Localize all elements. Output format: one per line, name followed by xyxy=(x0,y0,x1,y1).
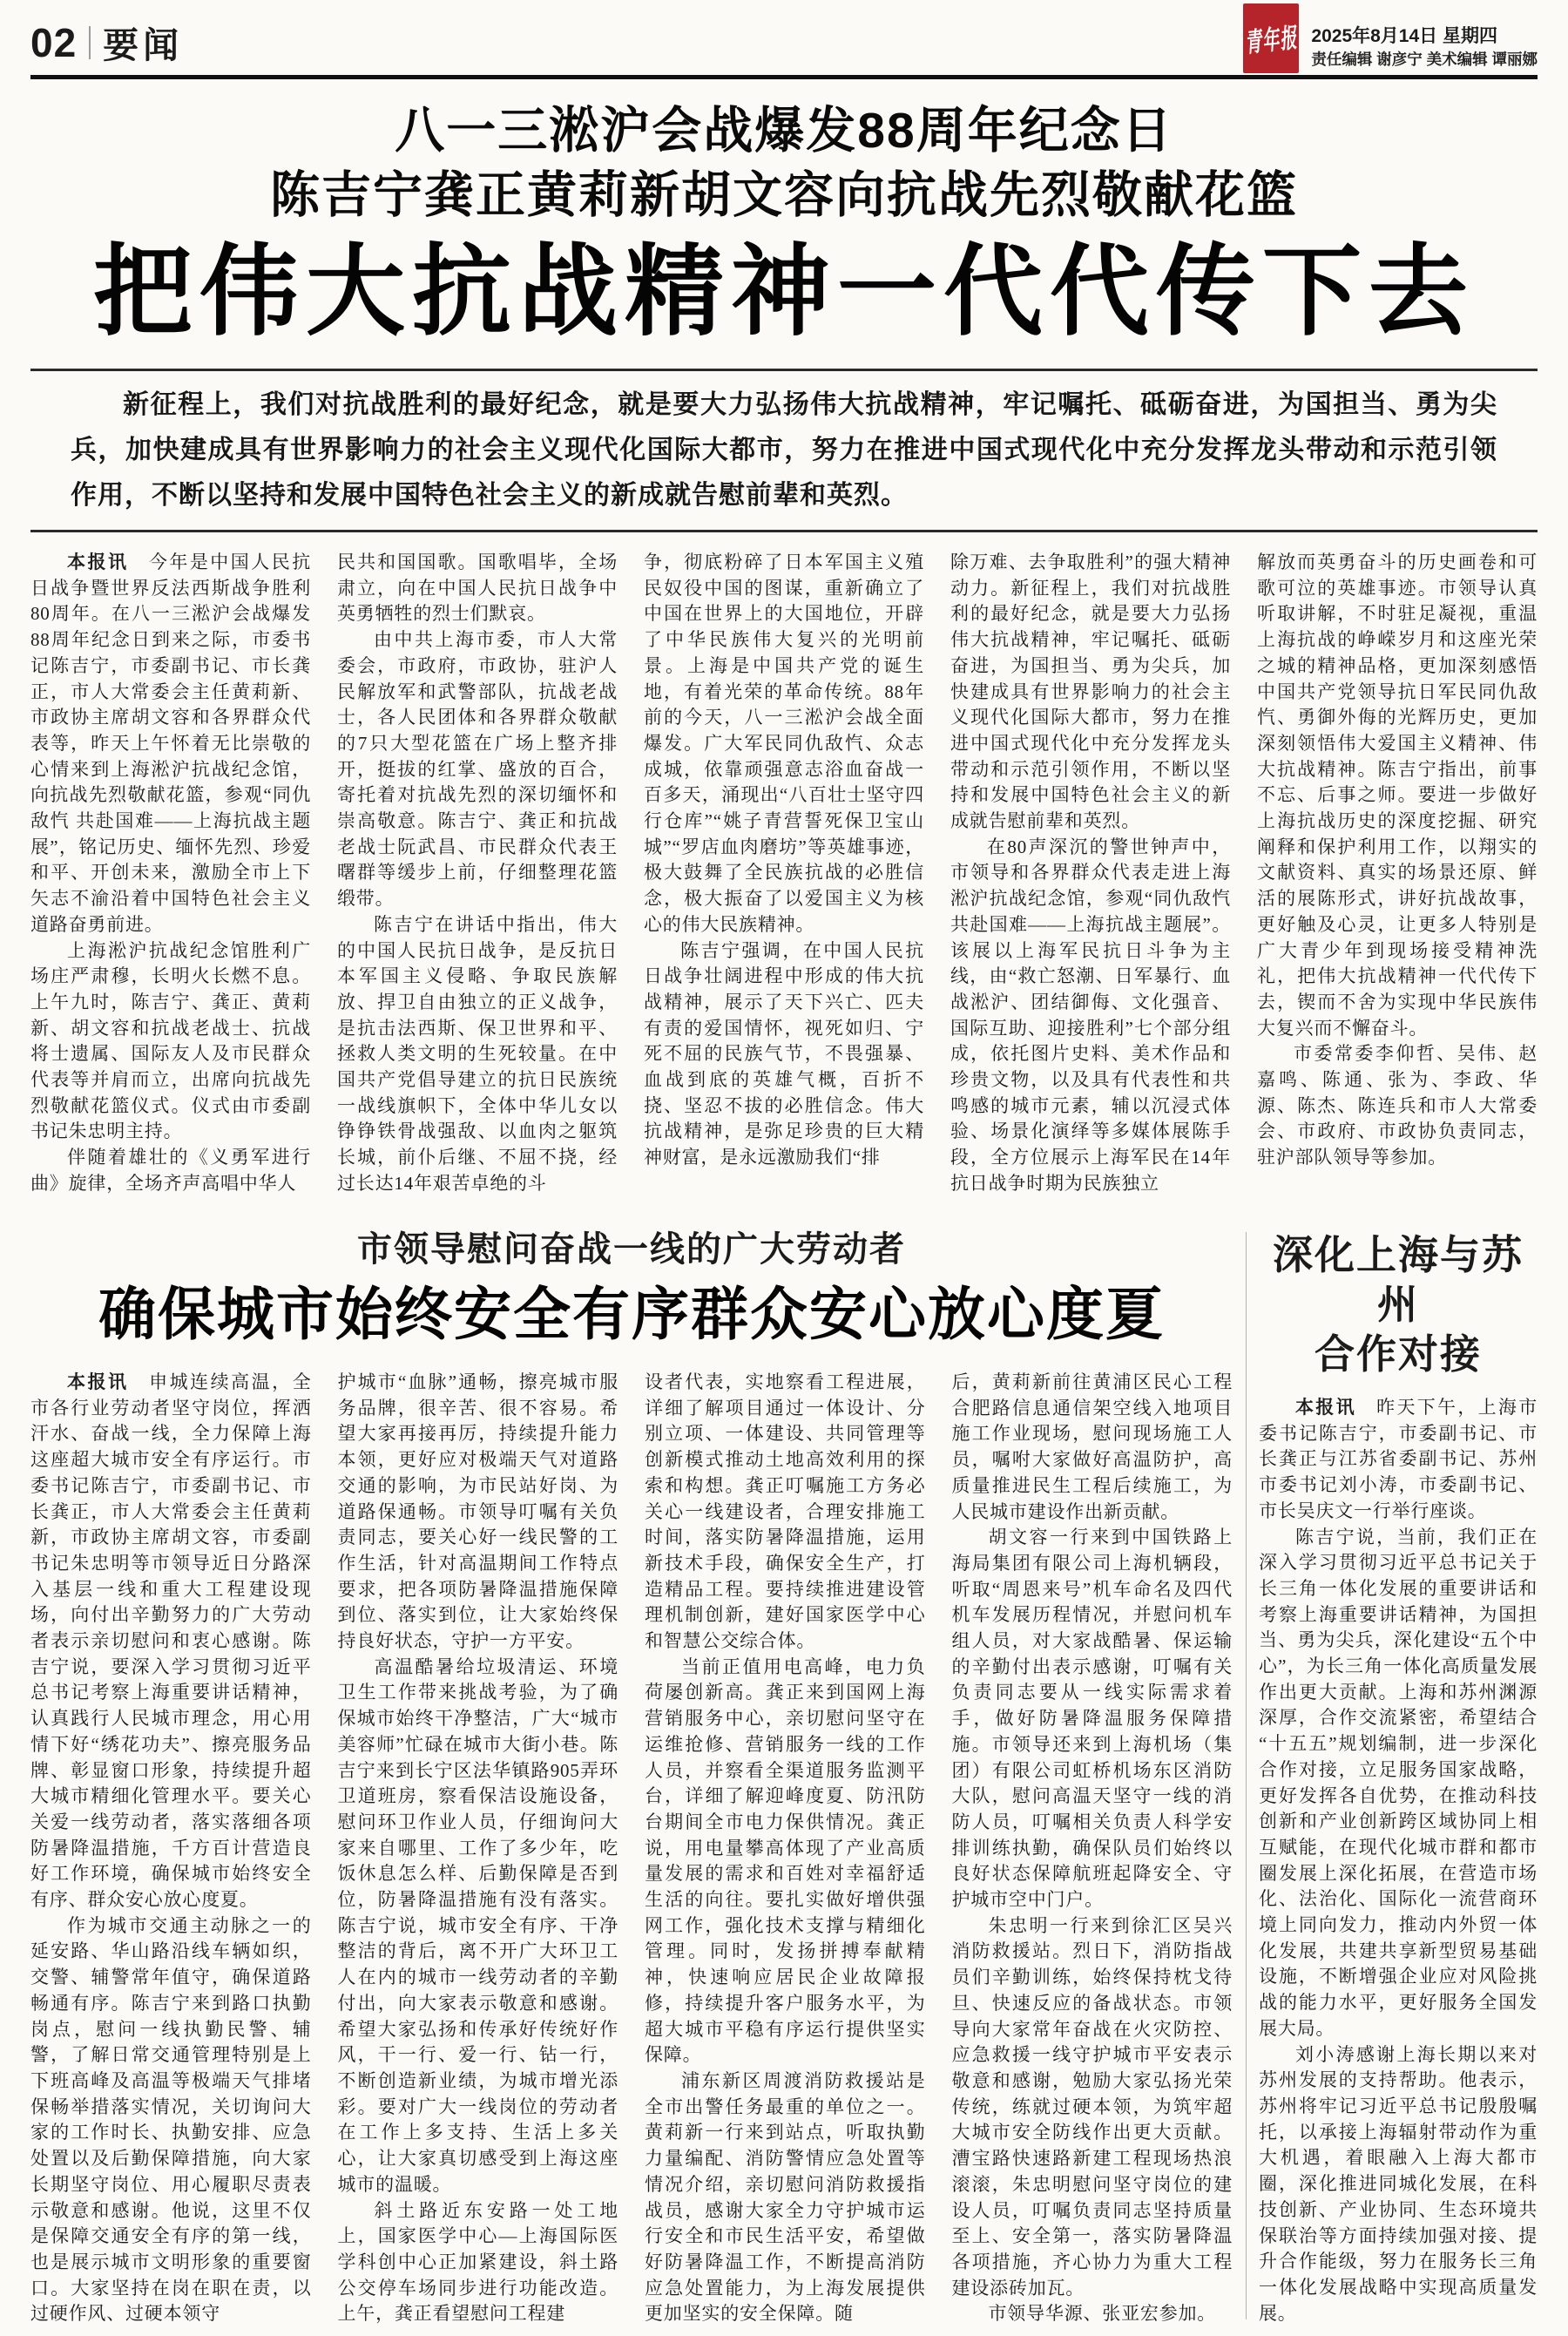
page-header xyxy=(30,0,1538,75)
page-mark xyxy=(30,17,183,75)
article1-column-4: 除万难、去争取胜利”的强大精神动力。新征程上，我们对抗战胜利的最好纪念，就是要大力弘扬伟大抗战精神，牢记嘱托、砥砺奋进，为国担当、勇为尖兵，加快建成具有世界影响力的社会主义现代化国际大都市，努力在推进中国式现代化中充分发挥龙头带动和示范引领作用，不断以坚持和发展中国特色社会主义的新成就告慰前辈和英烈。 在80声深沉的警世钟声中，市领导和各界群众代表走进上海淞沪抗战纪念馆，参观“同仇敌忾 共赴国难——上海抗战主题展”。该展以上海军民抗日斗争为主线，由“救亡怒潮、日军暴行、血战淞沪、团结御侮、文化强音、国际互助、迎接胜利”七个部分组成，依托图片史料、美术作品和珍贵文物，以及具有代表性和共鸣感的城市元素，辅以沉浸式体验、场景化演绎等多媒体展陈手段，全方位展示上海军民在14年抗日战争时期为民族独立 xyxy=(950,552,1231,1194)
article3-body: 本报讯 昨天下午，上海市委书记陈吉宁，市委副书记、市长龚正与江苏省委副书记、苏州市委书记刘小涛，市委副书记、市长吴庆文一行举行座谈。 陈吉宁说，当前，我们正在深入学习贯彻习近平总书记关于长三角一体化发展的重要讲话和考察上海重要讲话精神，为国担当、勇为尖兵，深化建设“五个中心”，为长三角一体化高质量发展作出更大贡献。上海和苏州渊源深厚，合作交流紧密，希望结合“十五五”规划编制，进一步深化合作对接，立足服务国家战略，更好发挥各自优势，在推动科技创新和产业创新跨区域协同上相互赋能，在现代化城市群和都市圈发展上深化拓展，在营造市场化、法治化、国际化一流营商环境上同向发力，推动内外贸一体化发展，共建共享新型贸易基础设施，不断增强企业应对风险挑战的能力水平，更好服务全国发展大局。 刘小涛感谢上海长期以来对苏州发展的支持帮助。他表示，苏州将牢记习近平总书记殷殷嘱托，以承接上海辐射带动作为重大机遇，着眼融入上海大都市圈，深化推进同城化发展，在科技创新、产业协同、生态环境共保联治等方面持续加强对接、提升合作能级，努力在服务长三角一体化发展战略中实现高质量发展。 xyxy=(1259,1397,1538,2324)
article2-kicker: 市领导慰问奋战一线的广大劳动者 xyxy=(357,1230,906,1269)
masthead-editors: 责任编辑 谢彦宁 美术编辑 谭丽娜 xyxy=(1311,51,1538,68)
main-headline: 把伟大抗战精神一代代传下去 xyxy=(92,237,1475,348)
article-divider-rule xyxy=(1246,1232,1247,2319)
article1-columns xyxy=(30,550,1538,1199)
deck-line-2: 陈吉宁龚正黄莉新胡文容向抗战先烈敬献花篮 xyxy=(270,167,1298,223)
newspaper-logo-text: 青年报 xyxy=(1244,24,1300,59)
article3-title xyxy=(1259,1230,1538,1379)
article1-column-5: 解放而英勇奋斗的历史画卷和可歌可泣的英雄事迹。市领导认真听取讲解，不时驻足凝视，重温上海抗战的峥嵘岁月和这座光荣之城的精神品格，更加深刻感悟中国共产党领导抗日军民同仇敌忾、勇御外侮的光辉历史，更加深刻领悟伟大爱国主义精神、伟大抗战精神。陈吉宁指出，前事不忘、后事之师。要进一步做好上海抗战历史的深度挖掘、研究阐释和保护利用工作，以翔实的文献资料、真实的场景还原、鲜活的展陈形式，讲好抗战故事，更好触及心灵，让更多人特别是广大青少年到现场接受精神洗礼，把伟大抗战精神一代代传下去，锲而不舍为实现中华民族伟大复兴而不懈奋斗。 市委常委李仰哲、吴伟、赵嘉鸣、陈通、张为、李政、华源、陈杰、陈连兵和市人大常委会、市政府、市政协负责同志，驻沪部队领导等参加。 xyxy=(1257,552,1538,1168)
article2-headline: 确保城市始终安全有序群众安心放心度夏 xyxy=(98,1282,1165,1346)
page-number: 02 xyxy=(30,19,78,65)
masthead-info xyxy=(1311,24,1538,73)
article3-title-line-2: 合作对接 xyxy=(1315,1331,1482,1377)
header-rule xyxy=(30,75,1538,79)
masthead-date: 2025年8月14日 星期四 xyxy=(1311,26,1497,46)
article1-column-1: 本报讯 今年是中国人民抗日战争暨世界反法西斯战争胜利80周年。在八一三淞沪会战爆发88周年纪念日到来之际，市委书记陈吉宁，市委副书记、市长龚正，市人大常委会主任黄莉新、市政协主席胡文容和各界群众代表等，昨天上午怀着无比崇敬的心情来到上海淞沪抗战纪念馆，向抗战先烈敬献花篮，参观“同仇敌忾 共赴国难——上海抗战主题展”，铭记历史、缅怀先烈、珍爱和平、开创未来，激励全市上下矢志不渝沿着中国特色社会主义道路奋勇前进。 上海淞沪抗战纪念馆胜利广场庄严肃穆，长明火长燃不息。上午九时，陈吉宁、龚正、黄莉新、胡文容和抗战老战士、抗战将士遗属、国际友人及市民群众代表等并肩而立，出席向抗战先烈敬献花篮仪式。仪式由市委副书记朱忠明主持。 伴随着雄壮的《义勇军进行曲》旋律，全场齐声高唱中华人 xyxy=(30,552,311,1194)
article2-column-2: 护城市“血脉”通畅，擦亮城市服务品牌，很辛苦、很不容易。希望大家再接再厉，持续提升能力本领，更好应对极端天气对道路交通的影响，为市民站好岗、为道路保通畅。市领导叮嘱有关负责同志，要关心好一线民警的工作生活，针对高温期间工作特点要求，把各项防暑降温措施保障到位、落实到位，让大家始终保持良好状态，守护一方平安。 高温酷暑给垃圾清运、环境卫生工作带来挑战考验，为了确保城市始终干净整洁，广大“城市美容师”忙碌在城市大街小巷。陈吉宁来到长宁区法华镇路905弄环卫道班房，察看保洁设施设备，慰问环卫作业人员，仔细询问大家来自哪里、工作了多少年，吃饭休息怎么样、后勤保障是否到位，防暑降温措施有没有落实。陈吉宁说，城市安全有序、干净整洁的背后，离不开广大环卫工人在内的城市一线劳动者的辛勤付出，向大家表示敬意和感谢。希望大家弘扬和传承好传统好作风，干一行、爱一行、钻一行，不断创造新业绩，为城市增光添彩。要对广大一线岗位的劳动者在工作上多支持、生活上多关心，让大家真切感受到上海这座城市的温暖。 斜土路近东安路一处工地上，国家医学中心—上海国际医学科创中心正加紧建设，斜土路公交停车场同步进行功能改造。上午，龚正看望慰问工程建 xyxy=(337,1371,618,2325)
article3-title-line-1: 深化上海与苏州 xyxy=(1273,1232,1524,1327)
lead-paragraph: 新征程上，我们对抗战胜利的最好纪念，就是要大力弘扬伟大抗战精神，牢记嘱托、砥砺奋进，为国担当、勇为尖兵，加快建成具有世界影响力的社会主义现代化国际大都市，努力在推进中国式现代化中充分发挥龙头带动和示范引领作用，不断以坚持和发展中国特色社会主义的新成就告慰前辈和英烈。 xyxy=(71,390,1497,510)
lead-bottom-rule xyxy=(30,530,1538,532)
article-memorial xyxy=(30,102,1538,1199)
article1-column-3: 争，彻底粉碎了日本军国主义殖民奴役中国的图谋，重新确立了中国在世界上的大国地位，开辟了中华民族伟大复兴的光明前景。上海是中国共产党的诞生地，有着光荣的革命传统。88年前的今天，八一三淞沪会战全面爆发。广大军民同仇敌忾、众志成城，依靠顽强意志浴血奋战一百多天，涌现出“八百壮士坚守四行仓库”“姚子青营誓死保卫宝山城”“罗店血肉磨坊”等英雄事迹，极大鼓舞了全民族抗战的必胜信念，极大振奋了以爱国主义为核心的伟大民族精神。 陈吉宁强调，在中国人民抗日战争壮阔进程中形成的伟大抗战精神，展示了天下兴亡、匹夫有责的爱国情怀，视死如归、宁死不屈的民族气节，不畏强暴、血战到底的英雄气概，百折不挠、坚忍不拔的必胜信念。伟大抗战精神，是弥足珍贵的巨大精神财富，是永远激励我们“排 xyxy=(644,552,924,1168)
article2-columns xyxy=(30,1370,1233,2328)
article1-column-2: 民共和国国歌。国歌唱毕，全场肃立，向在中国人民抗日战争中英勇牺牲的烈士们默哀。 由中共上海市委，市人大常委会，市政府，市政协，驻沪人民解放军和武警部队，抗战老战士，各人民团体和各界群众敬献的7只大型花篮在广场上整齐排开，挺拔的红掌、盛放的百合，寄托着对抗战先烈的深切缅怀和崇高敬意。陈吉宁、龚正和抗战老战士阮武昌、市民群众代表王曙群等缓步上前，仔细整理花篮缎带。 陈吉宁在讲话中指出，伟大的中国人民抗日战争，是反抗日本军国主义侵略、争取民族解放、捍卫自由独立的正义战争，是抗击法西斯、保卫世界和平、拯救人类文明的生死较量。在中国共产党倡导建立的抗日民族统一战线旗帜下，全体中华儿女以铮铮铁骨战强敌、以血肉之躯筑长城，前仆后继、不屈不挠，经过长达14年艰苦卓绝的斗 xyxy=(337,552,618,1194)
masthead xyxy=(1243,3,1538,75)
section-name: 要闻 xyxy=(103,25,184,65)
deck-line-1: 八一三淞沪会战爆发88周年纪念日 xyxy=(395,103,1173,159)
header-divider xyxy=(89,26,91,59)
article2-column-1: 本报讯 申城连续高温，全市各行业劳动者坚守岗位，挥洒汗水、奋战一线，全力保障上海这座超大城市安全有序运行。市委书记陈吉宁，市委副书记、市长龚正，市人大常委会主任黄莉新，市政协主席胡文容，市委副书记朱忠明等市领导近日分路深入基层一线和重大工程建设现场，向付出辛勤努力的广大劳动者表示亲切慰问和衷心感谢。陈吉宁说，要深入学习贯彻习近平总书记考察上海重要讲话精神，认真践行人民城市理念，用心用情下好“绣花功夫”、擦亮服务品牌、彰显窗口形象，持续提升超大城市精细化管理水平。要关心关爱一线劳动者，落实落细各项防暑降温措施，千方百计营造良好工作环境，确保城市始终安全有序、群众安心放心度夏。 作为城市交通主动脉之一的延安路、华山路沿线车辆如织，交警、辅警常年值守，确保道路畅通有序。陈吉宁来到路口执勤岗点，慰问一线执勤民警、辅警，了解日常交通管理特别是上下班高峰及高温等极端天气排堵保畅举措落实情况，关切询问大家的工作时长、执勤安排、应急处置以及后勤保障措施，向大家长期坚守岗位、用心履职尽责表示敬意和感谢。他说，这里不仅是保障交通安全有序的第一线，也是展示城市文明形象的重要窗口。大家坚持在岗在职在责，以过硬作风、过硬本领守 xyxy=(30,1371,312,2325)
article2-column-4: 后，黄莉新前往黄浦区民心工程合肥路信息通信架空线入地项目施工作业现场，慰问现场施工人员，嘱咐大家做好高温防护，高质量推进民生工程后续施工，为人民城市建设作出新贡献。 胡文容一行来到中国铁路上海局集团有限公司上海机辆段，听取“周恩来号”机车命名及四代机车发展历程情况，并慰问机车组人员，对大家战酷暑、保运输的辛勤付出表示感谢，叮嘱有关负责同志要从一线实际需求着手，做好防暑降温服务保障措施。市领导还来到上海机场（集团）有限公司虹桥机场东区消防大队，慰问高温天坚守一线的消防人员，叮嘱相关负责人科学安排训练执勤，确保队员们始终以良好状态保障航班起降安全、守护城市空中门户。 朱忠明一行来到徐汇区吴兴消防救援站。烈日下，消防指战员们辛勤训练，始终保持枕戈待旦、快速反应的备战状态。市领导向大家常年奋战在火灾防控、应急救援一线守护城市平安表示敬意和感谢，勉励大家弘扬光荣传统，练就过硬本领，为筑牢超大城市安全防线作出更大贡献。漕宝路快速路新建工程现场热浪滚滚，朱忠明慰问坚守岗位的建设人员，叮嘱负责同志坚持质量至上、安全第一，落实防暑降温各项措施，齐心协力为重大工程建设添砖加瓦。 市领导华源、张亚宏参加。 xyxy=(951,1371,1233,2325)
article-laborers xyxy=(30,1229,1233,2328)
lower-section xyxy=(30,1229,1538,2328)
article-suzhou xyxy=(1259,1229,1538,2328)
article2-column-3: 设者代表，实地察看工程进展，详细了解项目通过一体设计、分别立项、一体建设、共同管理等创新模式推动土地高效利用的探索和构想。龚正叮嘱施工方务必关心一线建设者，合理安排施工时间，落实防暑降温措施，运用新技术手段，确保安全生产，打造精品工程。要持续推进建设管理机制创新，建好国家医学中心和智慧公交综合体。 当前正值用电高峰，电力负荷屡创新高。龚正来到国网上海营销服务中心，亲切慰问坚守在运维抢修、营销服务一线的工作人员，并察看全渠道服务监测平台，详细了解迎峰度夏、防汛防台期间全市电力保供情况。龚正说，用电量攀高体现了产业高质量发展的需求和百姓对幸福舒适生活的向往。要扎实做好增供强网工作，强化技术支撑与精细化管理。同时，发扬拼搏奉献精神，快速响应居民企业故障报修，持续提升客户服务水平，为超大城市平稳有序运行提供坚实保障。 浦东新区周渡消防救援站是全市出警任务最重的单位之一。黄莉新一行来到站点，听取执勤力量编配、消防警情应急处置等情况介绍，亲切慰问消防救援指战员，感谢大家全力守护城市运行安全和市民生活平安，希望做好防暑降温工作，不断提高消防应急处置能力，为上海发展提供更加坚实的安全保障。随 xyxy=(645,1371,926,2325)
newspaper-logo xyxy=(1243,3,1299,73)
